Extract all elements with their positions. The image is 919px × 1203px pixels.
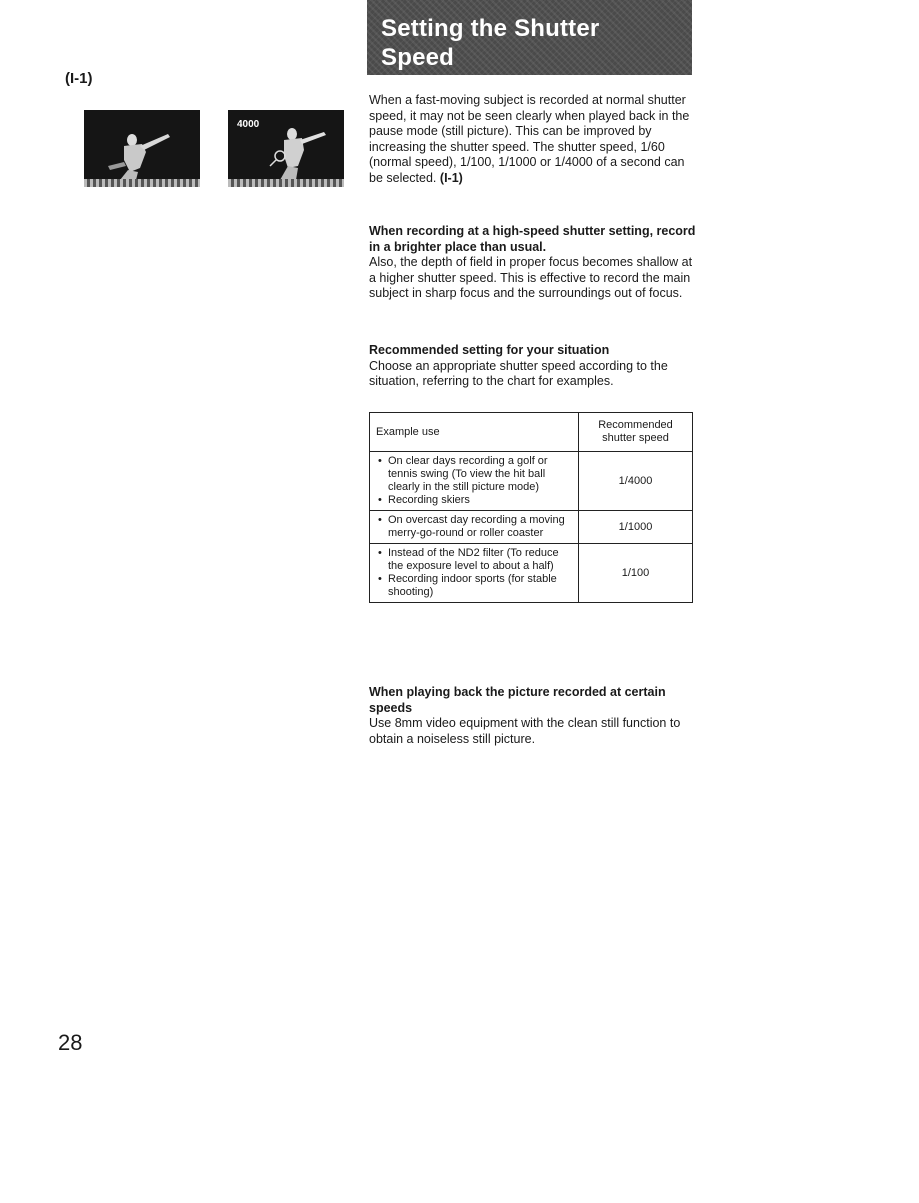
list-item: • Recording indoor sports (for stable shooting) [388,573,572,599]
header-example-use: Example use [370,413,579,452]
recommended-setting-heading: Recommended setting for your situation [369,343,610,357]
depth-of-field-text: Also, the depth of field in proper focus becomes shallow at a higher shutter speed. This is effective to record the main subject in sharp focus and the surroundings out of focus. [369,255,693,300]
tennis-player-icon [228,110,344,187]
figure-reference: (I-1) [439,170,463,185]
shutter-speed-overlay: 4000 [237,119,260,130]
speed-value: 1/1000 [579,511,693,544]
header-recommended-speed: Recommended shutter speed [579,413,693,452]
table-row [370,544,693,603]
intro-paragraph [369,93,699,186]
section-title-line2: Speed [381,44,455,71]
intro-text: When a fast-moving subject is recorded at normal shutter speed, it may not be seen clearly when played back in the pause mode (still picture). This can be improved by increasing the shutter speed. The shutter speed, 1/60 (normal speed), 1/100, 1/1000 or 1/4000 of a second can be selected. [369,93,690,185]
playback-text: Use 8mm video equipment with the clean still function to obtain a noiseless still picture. [369,716,681,746]
playback-heading: When playing back the picture recorded at certain speeds [369,685,666,715]
section-title-line1: Setting the Shutter [381,15,600,42]
table-header-row [370,413,693,452]
brightness-heading: When recording at a high-speed shutter setting, record in a brighter place than usual. [369,224,696,254]
brightness-note [369,224,699,302]
list-item: • On clear days recording a golf or tennis swing (To view the hit ball clearly in the still picture mode) [388,455,572,494]
figure-high-speed-image [228,110,344,187]
table-row [370,511,693,544]
list-item: • Instead of the ND2 filter (To reduce the exposure level to about a half) [388,547,572,573]
section-title-banner [367,0,692,75]
speed-value: 1/4000 [579,452,693,511]
page-number: 28 [58,1030,83,1055]
tennis-player-icon [84,110,200,187]
figure-normal-speed-image [84,110,200,187]
list-item: • On overcast day recording a moving merry-go-round or roller coaster [388,514,572,540]
list-item: • Recording skiers [388,494,572,507]
recommended-setting-section [369,343,699,390]
recommended-setting-text: Choose an appropriate shutter speed according to the situation, referring to the chart for examples. [369,358,668,388]
shutter-speed-table [369,412,693,603]
playback-note [369,685,699,747]
speed-value: 1/100 [579,544,693,603]
figure-label: (I-1) [65,70,93,87]
table-row [370,452,693,511]
